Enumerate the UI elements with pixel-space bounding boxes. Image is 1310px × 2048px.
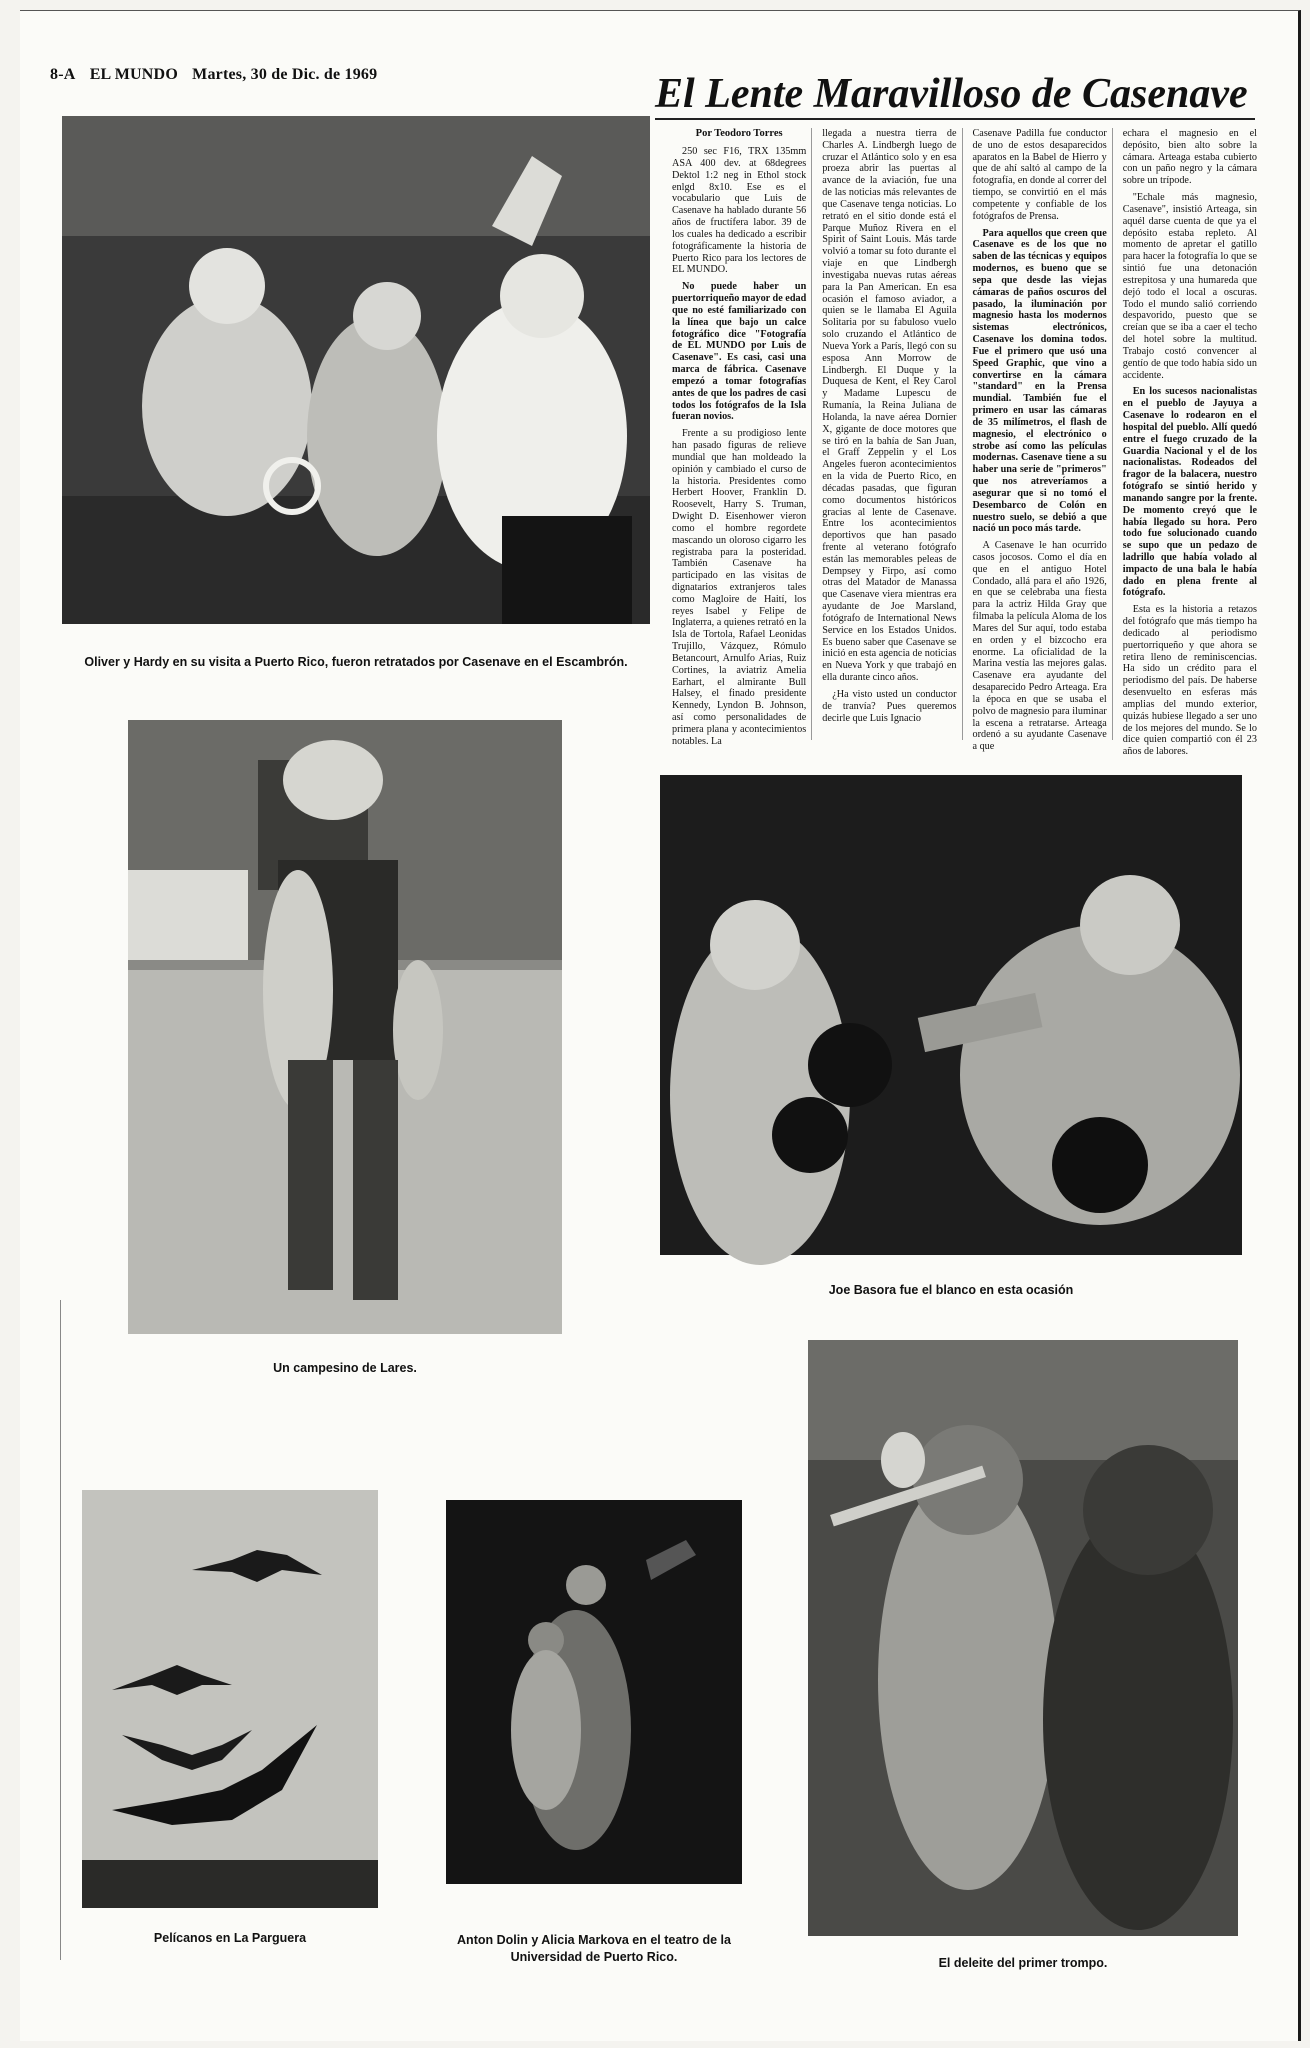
photo-pelicanos [82, 1490, 378, 1908]
caption-pelicanos: Pelícanos en La Parguera [153, 1931, 307, 1945]
article-column-4 [1122, 128, 1262, 758]
article-column-1 [672, 128, 812, 747]
photo-oliver-hardy [62, 116, 650, 624]
photo-trompo [808, 1340, 1238, 1936]
article-column-2 [822, 128, 962, 740]
article-paragraph: No puede haber un puertorriqueño mayor de edad que no esté familiarizado con la línea que bajo un calce fotográfico dice "Fotografía de EL MUNDO por Luis de Casenave". Es casi, casi una marca de fábrica. Casenave empezó a tomar fotografías antes de que los padres de casi todos los fotógrafos de la Isla fueran novios. [672, 281, 807, 423]
newspaper-name: EL MUNDO [89, 66, 178, 83]
byline: Por Teodoro Torres [695, 128, 783, 139]
article-paragraph: "Echale más magnesio, Casenave", insistió Arteaga, sin aquél darse cuenta de que ya el depósito estaba repleto. Al momento de apretar el gatillo para hacer la fotografía lo que se sintió fue una detonación estrepitosa y una humareda que dejó todo el local a oscuras. Todo el mundo salió corriendo despavorido, puesto que se creían que se iba a caer el techo del hotel sobre la multitud. Trabajo costó convencer al gentío de que todo había sido un accidente. [1122, 192, 1257, 381]
caption-trompo: El deleite del primer trompo. [938, 1956, 1108, 1970]
photo-dolin-markova [446, 1500, 742, 1884]
article-paragraph: En los sucesos nacionalistas en el pueblo de Jayuya a Casenave lo rodearon en el hospital del pueblo. Allí quedó entre el fuego cruzado de la Guardia Nacional y el de los nacionalistas. Rodeados del fragor de la balacera, nuestro fotógrafo se sintió herido y manando sangre por la frente. De momento creyó que le había llegado su hora. Pero todo fue solucionado cuando se supo que un pedazo de ladrillo que había volado al impacto de una bala le había dado en plena frente al fotógrafo. [1122, 386, 1257, 599]
article-paragraph: echara el magnesio en el depósito, bien alto sobre la cámara. Arteaga estaba cubierto con un paño negro y la cámara sobre un trípode. [1122, 128, 1257, 187]
caption-oliver-hardy: Oliver y Hardy en su visita a Puerto Rico, fueron retratados por Casenave en el Escambrón. [84, 655, 628, 669]
article-body [672, 128, 1262, 758]
headline-rule [655, 118, 1255, 120]
caption-campesino: Un campesino de Lares. [273, 1361, 417, 1375]
article-paragraph: Para aquellos que creen que Casenave es de los que no saben de las técnicas y equipos modernos, es bueno que se sepa que desde las viejas cámaras de paños oscuros del pasado, la iluminación por magnesio hasta los modernos sistemas electrónicos, Casenave los domina todos. Fue el primero que usó una Speed Graphic, que vino a convertirse en la cámara "standard" en la Prensa mundial. También fue el primero en usar las cámaras de 35 milímetros, el flash de magnesio, el electrónico o strobe así como las películas modernas. Casenave tiene a su haber una serie de "primeros" que nos atreveríamos a asegurar que si no tomó el Desembarco de Colón en nuestro suelo, se debió a que nació un poco más tarde. [972, 227, 1107, 535]
article-paragraph: A Casenave le han ocurrido casos jocosos. Como el día en que en el antiguo Hotel Condado, allá para el año 1926, en que se celebraba una fiesta para la actriz Hilda Gray que filmaba la película Aloma de los Mares del Sur aquí, todo estaba en orden y el bizcocho era enorme. La oficialidad de la Marina vestía las mejores galas. Casenave era ayudante del desaparecido Pedro Arteaga. Era la época en que se usaba el polvo de magnesio para iluminar la escena a retratarse. Arteaga ordenó a su ayudante Casenave a que [972, 540, 1107, 753]
page-number: 8-A [50, 66, 76, 83]
article-column-3 [972, 128, 1113, 753]
article-paragraph: llegada a nuestra tierra de Charles A. Lindbergh luego de cruzar el Atlántico solo y en esa proeza abrir las puertas al avance de la aviación, fue una de las noticias más relevantes de que Casenave tenga noticias. Lo retrató en el sitio donde está el Parque Muñoz Rivera en el Spirit of Saint Louis. Más tarde volvió a tomar su foto durante el viaje en que Lindbergh investigaba nuevas rutas aéreas para la Pan American. En esa ocasión el famoso aviador, a quien se le llamaba El Aguila Solitaria por su fabuloso vuelo solo cruzando el Atlántico de Nueva York a París, llegó con su esposa Ann Morrow de Lindbergh. El Duque y la Duquesa de Kent, el Rey Carol y Madame Lupescu de Rumanía, la Reina Juliana de Holanda, la nave aérea Dornier X, gigante de doce motores que se tiró en la bahía de San Juan, el Graff Zeppelin y el Los Angeles fueron acontecimientos en la vida de Puerto Rico, en décadas pasadas, que figuran como documentos históricos gracias al lente de Casenave. Entre los acontecimientos deportivos que han pasado frente al veterano fotógrafo están las memorables peleas de Dempsey y Firpo, así como otras del Matador de Manassa que Casenave viera mientras era ayudante de Joe Marsland, fotógrafo de International News Service en los Estados Unidos. Es bueno saber que Casenave se inició en esta agencia de noticias en Nueva York y que trabajó en ella durante cinco años. [822, 128, 957, 684]
article-paragraph: 250 sec F16, TRX 135mm ASA 400 dev. at 68degrees Dektol 1:2 neg in Ethol stock enlgd 8x10. Ese es el vocabulario que Luis de Casenave ha hablado durante 56 años de fructífera labor. 39 de los cuales ha dedicado a escribir fotográficamente la historia de Puerto Rico para los lectores de EL MUNDO. [672, 146, 807, 276]
issue-date: Martes, 30 de Dic. de 1969 [192, 66, 378, 83]
article-paragraph: Frente a su prodigioso lente han pasado figuras de relieve mundial que han moldeado la opinión y cambiado el curso de la historia. Presidentes como Herbert Hoover, Franklin D. Roosevelt, Harry S. Truman, Dwight D. Eisenhower vieron como el hombre regordete mascando un oloroso cigarro les registraba para la posteridad. También Casenave ha participado en las visitas de dignatarios extranjeros tales como Magloire de Haití, los reyes Isabel y Felipe de Inglaterra, a quienes retrató en la Isla de Tortola, Rafael Leonidas Trujillo, Vázquez, Rómulo Betancourt, Arnulfo Arias, Ruiz Cortines, la aviatriz Amelia Earhart, el almirante Bull Halsey, el finado presidente Kennedy, Lyndon B. Johnson, así como personalidades de primera plana y acontecimientos notables. La [672, 428, 807, 747]
article-paragraph: ¿Ha visto usted un conductor de tranvía? Pues queremos decirle que Luis Ignacio [822, 688, 957, 724]
left-margin-rule [60, 1300, 61, 1960]
article-paragraph: Esta es la historia a retazos del fotógrafo que más tiempo ha dedicado al periodismo puertorriqueño y que ahora se retira lleno de reminiscencias. Ha sido un crédito para el periodismo del país. De haberse desenvuelto en esferas más amplias del mundo exterior, quizás hubiese llegado a ser uno de los mejores del mundo. Se lo dice quien compartió con él 23 años de labores. [1122, 604, 1257, 758]
photo-joe-basora [660, 775, 1242, 1255]
caption-dolin-markova: Anton Dolin y Alicia Markova en el teatro de la Universidad de Puerto Rico. [457, 1933, 731, 1964]
photo-campesino [128, 720, 562, 1334]
page-headline: El Lente Maravilloso de Casenave [655, 71, 1248, 117]
caption-joe-basora: Joe Basora fue el blanco en esta ocasión [828, 1283, 1074, 1297]
page-folio [50, 66, 387, 84]
article-paragraph: Casenave Padilla fue conductor de uno de estos desaparecidos aparatos en la Babel de Hierro y que de ahí saltó al campo de la fotografía, en donde al correr del tiempo, se convirtió en el más competente y confiable de los fotógrafos de Prensa. [972, 128, 1107, 222]
